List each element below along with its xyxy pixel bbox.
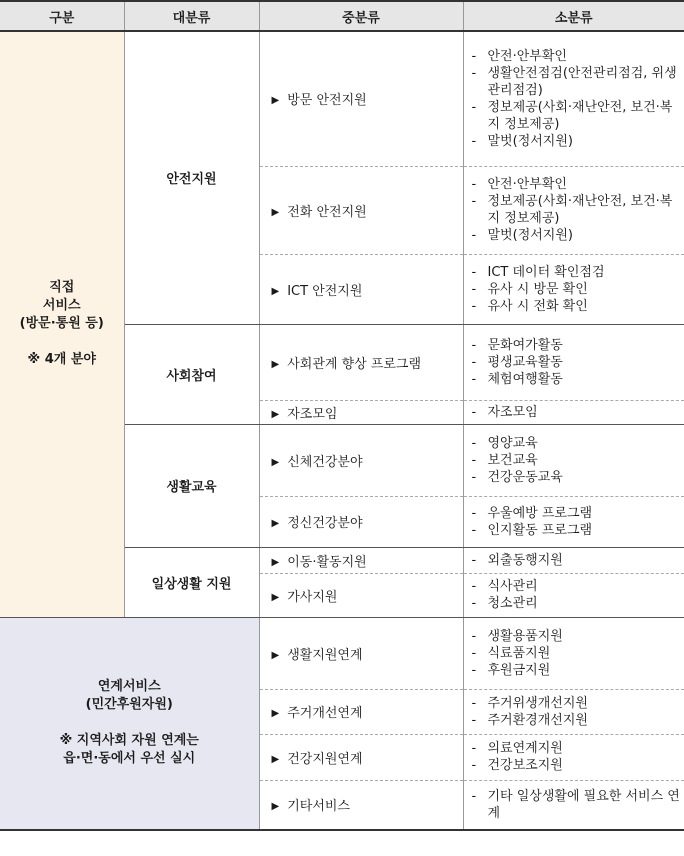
direct-service-title-3: (방문·통원 등) [19, 316, 104, 332]
direct-service-title-1: 직접 [49, 280, 75, 296]
mid-category [259, 166, 463, 254]
minor-item: 안전·안부확인 [487, 48, 567, 64]
minor-item: 건강보조지원 [487, 758, 563, 773]
minor-item: 우울예방 프로그램 [487, 505, 593, 521]
minor-item: 유사 시 방문 확인 [487, 281, 588, 297]
triangle-bullet-icon: ▶ [271, 408, 280, 420]
mid-category [259, 573, 463, 617]
mid-category [259, 496, 463, 547]
mid-label: 전화 안전지원 [287, 204, 367, 220]
mid-label: 가사지원 [287, 589, 338, 605]
minor-item: 평생교육활동 [487, 354, 563, 370]
minor-item: ICT 데이터 확인점검 [487, 264, 605, 280]
mid-label: ICT 안전지원 [287, 283, 363, 299]
triangle-bullet-icon: ▶ [271, 801, 280, 813]
minor-item: 안전·안부확인 [487, 177, 567, 192]
mid-category [259, 324, 463, 400]
major-social: 사회참여 [124, 324, 259, 424]
minor-category: - 자조모임 [463, 400, 684, 424]
mid-label: 주거개선연계 [287, 706, 363, 721]
minor-category: - 안전·안부확인 - 정보제공(사회·재난안전, 보건·복지 정보제공) - 말벗(정서지원) [463, 166, 684, 254]
mid-category [259, 424, 463, 496]
triangle-bullet-icon: ▶ [271, 456, 280, 468]
minor-item: 정보제공(사회·재난안전, 보건·복지 정보제공) [487, 194, 673, 226]
triangle-bullet-icon: ▶ [271, 556, 280, 568]
mid-category [259, 31, 463, 166]
minor-category: - 우울예방 프로그램 - 인지활동 프로그램 [463, 496, 684, 547]
minor-item: 의료연계지원 [487, 741, 563, 756]
minor-category: - 주거위생개선지원 - 주거환경개선지원 [463, 689, 684, 734]
minor-item: 체험여행활동 [487, 371, 563, 387]
triangle-bullet-icon: ▶ [271, 285, 280, 297]
mid-category [259, 400, 463, 424]
link-service-note-1: ※ 지역사회 자원 연계는 [59, 733, 199, 749]
mid-category [259, 780, 463, 830]
minor-category: - 영양교육 - 보건교육 - 건강운동교육 [463, 424, 684, 496]
triangle-bullet-icon: ▶ [271, 95, 280, 107]
mid-label: 사회관계 향상 프로그램 [287, 356, 422, 372]
triangle-bullet-icon: ▶ [271, 649, 280, 661]
major-daily: 일상생활 지원 [124, 547, 259, 617]
minor-item: 인지활동 프로그램 [487, 522, 593, 538]
table-row [0, 617, 684, 689]
minor-item: 외출동행지원 [487, 552, 563, 568]
triangle-bullet-icon: ▶ [271, 753, 280, 765]
minor-item: 주거환경개선지원 [487, 712, 588, 728]
mid-category [259, 689, 463, 734]
triangle-bullet-icon: ▶ [271, 358, 280, 370]
header-gubun: 구분 [0, 1, 124, 31]
minor-item: 식료품지원 [487, 645, 551, 661]
minor-item: 말벗(정서지원) [487, 133, 573, 149]
minor-category: - ICT 데이터 확인점검 - 유사 시 방문 확인 - 유사 시 전화 확인 [463, 254, 684, 324]
minor-category: - 안전·안부확인 - 생활안전점검(안전관리점검, 위생관리점검) - 정보제공(사회·재난안전, 보건·복지 정보제공) - 말벗(정서지원) [463, 31, 684, 166]
minor-category: - 생활용품지원 - 식료품지원 - 후원금지원 [463, 617, 684, 689]
mid-category [259, 734, 463, 780]
mid-label: 이동·활동지원 [287, 554, 367, 570]
minor-category: - 문화여가활동 - 평생교육활동 - 체험여행활동 [463, 324, 684, 400]
mid-label: 생활지원연계 [287, 647, 363, 663]
minor-category: - 기타 일상생활에 필요한 서비스 연계 [463, 780, 684, 830]
triangle-bullet-icon: ▶ [271, 518, 280, 529]
link-service-title-2: (민간후원자원) [85, 697, 173, 713]
header-mid: 중분류 [259, 1, 463, 31]
minor-item: 식사관리 [487, 579, 538, 594]
minor-item: 영양교육 [487, 435, 538, 451]
minor-item: 문화여가활동 [487, 337, 563, 353]
header-major: 대분류 [124, 1, 259, 31]
minor-item: 주거위생개선지원 [487, 695, 588, 711]
minor-item: 후원금지원 [487, 662, 551, 678]
minor-item: 건강운동교육 [487, 469, 563, 485]
mid-label: 건강지원연계 [287, 751, 363, 767]
mid-category [259, 254, 463, 324]
minor-item: 보건교육 [487, 452, 538, 468]
mid-label: 기타서비스 [287, 799, 350, 815]
link-service-note-2: 읍·면·동에서 우선 실시 [63, 751, 196, 767]
minor-category: - 의료연계지원 - 건강보조지원 [463, 734, 684, 780]
link-service-cell [0, 617, 259, 830]
minor-item: 정보제공(사회·재난안전, 보건·복지 정보제공) [487, 99, 673, 132]
direct-service-cell [0, 31, 124, 617]
minor-item: 생활용품지원 [487, 628, 563, 644]
minor-category: - 외출동행지원 [463, 547, 684, 573]
minor-item: 청소관리 [487, 596, 538, 611]
direct-service-note: ※ 4개 분야 [27, 352, 96, 368]
minor-item: 자조모임 [487, 404, 538, 420]
triangle-bullet-icon: ▶ [271, 591, 280, 603]
direct-service-title-2: 서비스 [42, 298, 81, 314]
table-row [0, 31, 684, 166]
mid-category [259, 617, 463, 689]
minor-item: 생활안전점검(안전관리점검, 위생관리점검) [487, 65, 677, 98]
mid-label: 신체건강분야 [287, 454, 363, 470]
mid-label: 정신건강분야 [287, 516, 363, 531]
minor-category: - 식사관리 - 청소관리 [463, 573, 684, 617]
minor-item: 말벗(정서지원) [487, 228, 573, 243]
major-education: 생활교육 [124, 424, 259, 547]
mid-label: 방문 안전지원 [287, 93, 367, 109]
mid-label: 자조모임 [287, 406, 338, 422]
major-safety: 안전지원 [124, 31, 259, 324]
mid-category [259, 547, 463, 573]
link-service-title-1: 연계서비스 [97, 679, 161, 695]
triangle-bullet-icon: ▶ [271, 206, 280, 218]
triangle-bullet-icon: ▶ [271, 708, 280, 719]
header-minor: 소분류 [463, 1, 684, 31]
header-row [0, 1, 684, 31]
minor-item: 기타 일상생활에 필요한 서비스 연계 [487, 788, 680, 821]
minor-item: 유사 시 전화 확인 [487, 298, 588, 314]
